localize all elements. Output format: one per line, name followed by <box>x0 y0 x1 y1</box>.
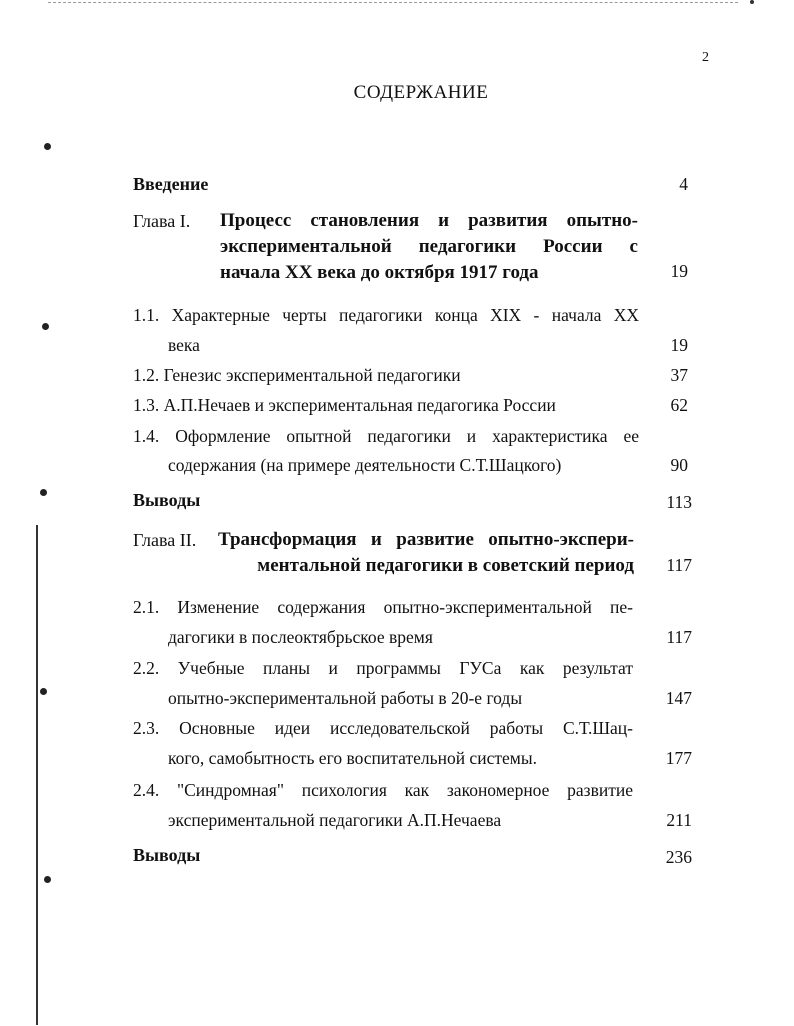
section-1-4: 1.4. Оформление опытной педагогики и характеристика ее <box>133 426 639 446</box>
section-1-1-cont: века <box>168 335 200 355</box>
intro-label: Введение <box>133 174 209 194</box>
chapter2-label: Глава II. <box>133 530 197 550</box>
chapter1-label: Глава I. <box>133 211 191 231</box>
chapter2-title-line: Трансформация и развитие опытно-экспери- <box>218 529 634 550</box>
binding-hole-mark <box>44 876 51 883</box>
binding-hole-mark <box>42 323 49 330</box>
chapter1-conclusions-page: 113 <box>666 492 692 512</box>
section-1-2-page: 37 <box>670 365 688 385</box>
section-1-3: 1.3. А.П.Нечаев и экспериментальная педагогика России <box>133 395 556 415</box>
section-1-1-page: 19 <box>670 335 688 355</box>
binding-hole-mark <box>40 688 47 695</box>
intro-page: 4 <box>679 174 688 194</box>
binding-hole-mark <box>40 489 47 496</box>
chapter1-page: 19 <box>670 261 688 281</box>
section-2-2-page: 147 <box>665 688 692 708</box>
section-2-4: 2.4. "Синдромная" психология как закономерное развитие <box>133 780 633 800</box>
chapter2-page: 117 <box>666 555 692 575</box>
section-2-3: 2.3. Основные идеи исследовательской работы С.Т.Шац- <box>133 718 633 738</box>
section-2-1: 2.1. Изменение содержания опытно-экспериментальной пе- <box>133 597 633 617</box>
section-2-4-cont: экспериментальной педагогики А.П.Нечаева <box>168 810 502 830</box>
chapter1-title-line: Процесс становления и развития опытно- <box>220 210 638 231</box>
section-2-3-page: 177 <box>665 748 692 768</box>
chapter1-title <box>220 208 638 286</box>
binding-hole-mark <box>44 143 51 150</box>
chapter2-conclusions-page: 236 <box>665 847 692 867</box>
section-2-1-cont: дагогики в послеоктябрьское время <box>168 627 433 647</box>
page-number: 2 <box>702 50 709 65</box>
chapter1-title-line: начала XX века до октября 1917 года <box>220 262 539 283</box>
section-2-4-page: 211 <box>666 810 692 830</box>
section-1-2: 1.2. Генезис экспериментальной педагогики <box>133 365 461 385</box>
chapter1-conclusions: Выводы <box>133 490 201 510</box>
scan-top-rule <box>48 2 738 3</box>
section-2-2: 2.2. Учебные планы и программы ГУСа как результат <box>133 658 633 678</box>
section-1-3-page: 62 <box>670 395 688 415</box>
section-2-3-cont: кого, самобытность его воспитательной системы. <box>168 748 537 768</box>
chapter2-title-line: ментальной педагогики в советский период <box>257 555 634 576</box>
section-2-1-page: 117 <box>666 627 692 647</box>
chapter1-title-line: экспериментальной педагогики России с <box>220 236 638 257</box>
page-title: СОДЕРЖАНИЕ <box>353 82 489 103</box>
chapter2-conclusions: Выводы <box>133 845 201 865</box>
scan-mark <box>750 0 754 4</box>
section-2-2-cont: опытно-экспериментальной работы в 20-е годы <box>168 688 523 708</box>
section-1-4-page: 90 <box>670 455 688 475</box>
chapter2-title <box>218 527 634 579</box>
section-1-1: 1.1. Характерные черты педагогики конца XIX - начала XX <box>133 305 639 325</box>
scan-margin-line <box>36 525 38 1025</box>
section-1-4-cont: содержания (на примере деятельности С.Т.Шацкого) <box>168 455 562 475</box>
